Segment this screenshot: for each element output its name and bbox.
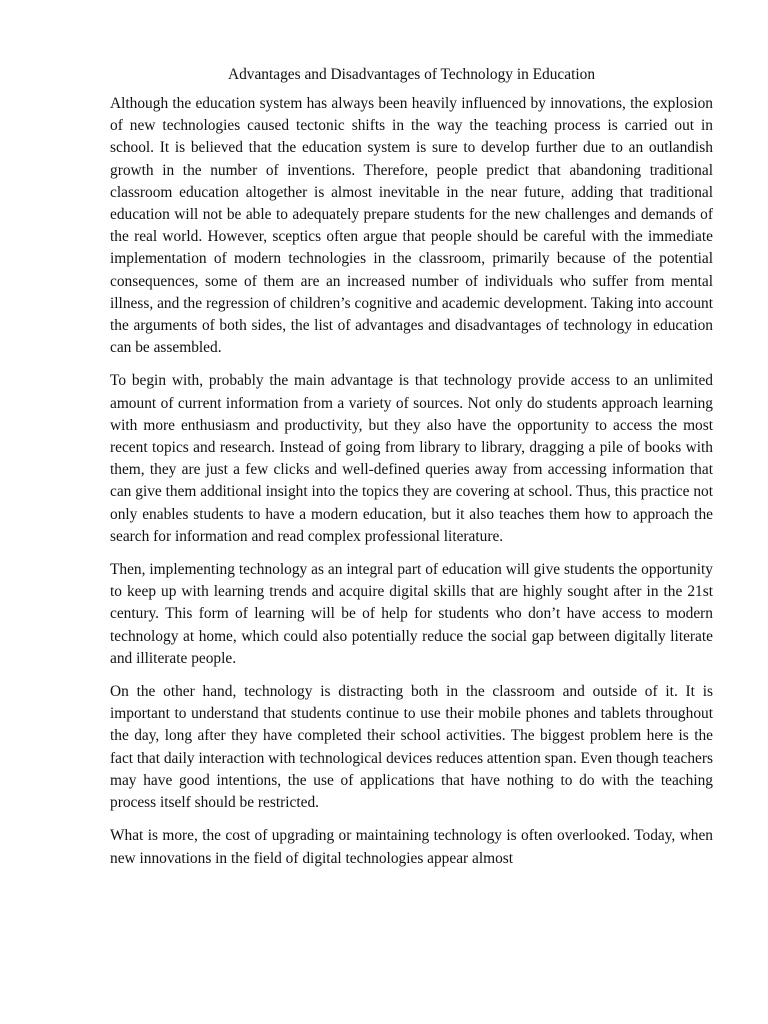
document-title: Advantages and Disadvantages of Technology in Education: [227, 66, 596, 83]
paragraph-introduction: Although the education system has always been heavily influenced by innovations, the explosion of new technologies caused tectonic shifts in the way the teaching process is carried out in school. It is believed that the education system is sure to develop further due to an outlandish growth in the number of inventions. Therefore, people predict that abandoning traditional classroom education altogether is almost inevitable in the near future, adding that traditional education will not be able to adequately prepare students for the new challenges and demands of the real world. However, sceptics often argue that people should be careful with the immediate implementation of modern technologies in the classroom, primarily because of the potential consequences, some of them are an increased number of individuals who suffer from mental illness, and the regression of children’s cognitive and academic development. Taking into account the arguments of both sides, the list of advantages and disadvantages of technology in education can be assembled.: [110, 95, 713, 357]
paragraph-cost: What is more, the cost of upgrading or maintaining technology is often overlooked. Today, when new innovations in the field of digital technologies appear almost: [110, 827, 713, 867]
paragraph-distraction: On the other hand, technology is distracting both in the classroom and outside of it. It is important to understand that students continue to use their mobile phones and tablets throughout the day, long after they have completed their school activities. The biggest problem here is the fact that daily interaction with technological devices reduces attention span. Even though teachers may have good intentions, the use of applications that have nothing to do with the teaching process itself should be restricted.: [110, 683, 714, 812]
paragraph-access-to-information: To begin with, probably the main advantage is that technology provide access to an unlimited amount of current information from a variety of sources. Not only do students approach learning with more enthusiasm and productivity, but they also have the opportunity to access the most recent topics and research. Instead of going from library to library, dragging a pile of books with them, they are just a few clicks and well-defined queries away from accessing information that can give them additional insight into the topics they are covering at school. Thus, this practice not only enables students to have a modern education, but it also teaches them how to approach the search for information and read complex professional literature.: [110, 372, 713, 545]
paragraph-digital-skills: Then, implementing technology as an integral part of education will give students the opportunity to keep up with learning trends and acquire digital skills that are highly sought after in the 21st century. This form of learning will be of help for students who don’t have access to modern technology at home, which could also potentially reduce the social gap between digitally literate and illiterate people.: [110, 561, 713, 667]
document-page: [110, 64, 713, 881]
